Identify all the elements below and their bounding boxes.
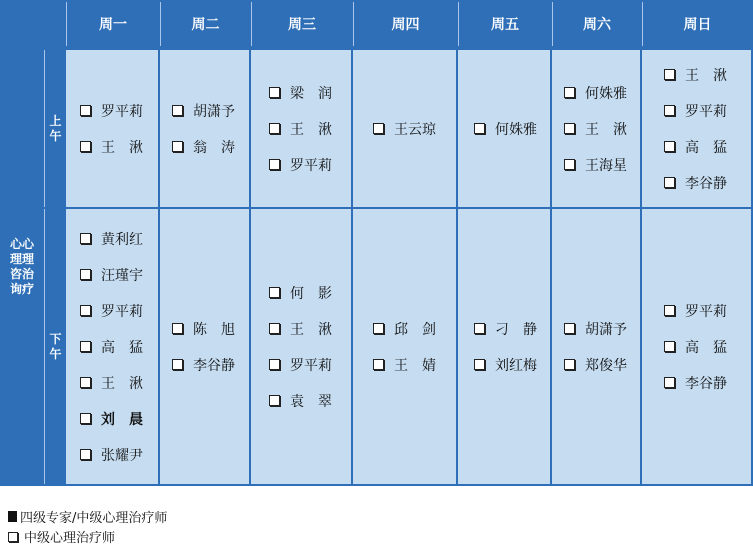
checkbox-icon xyxy=(8,532,18,542)
checkbox-icon xyxy=(474,323,485,334)
corner-cell xyxy=(2,2,64,46)
cell-fri-pm xyxy=(458,209,550,484)
therapist-entry: 王 湫 xyxy=(564,111,640,147)
therapist-entry: 翁 涛 xyxy=(172,129,249,165)
cell-sun-am xyxy=(642,50,751,207)
checkbox-icon xyxy=(373,359,384,370)
checkbox-icon xyxy=(80,341,91,352)
legend-senior: 四级专家/中级心理治疗师 xyxy=(8,507,167,526)
checkbox-icon xyxy=(564,323,575,334)
checkbox-icon xyxy=(664,141,675,152)
therapist-entry: 王 湫 xyxy=(664,57,751,93)
therapist-entry: 李谷静 xyxy=(172,347,249,383)
checkbox-icon xyxy=(664,305,675,316)
period-pm-label: 下午 xyxy=(44,209,66,484)
day-header-sat: 周六 xyxy=(552,2,641,46)
cell-mon-am xyxy=(66,50,158,207)
checkbox-icon xyxy=(664,341,675,352)
therapist-entry: 何姝雅 xyxy=(564,75,640,111)
legend-mid: 中级心理治疗师 xyxy=(8,527,115,546)
checkbox-icon xyxy=(269,159,280,170)
therapist-entry: 袁 翠 xyxy=(269,383,351,419)
cell-tue-pm xyxy=(160,209,249,484)
checkbox-icon xyxy=(564,359,575,370)
checkbox-icon xyxy=(269,359,280,370)
checkbox-icon xyxy=(664,105,675,116)
cell-thu-pm xyxy=(353,209,456,484)
day-header-tue: 周二 xyxy=(160,2,250,46)
checkbox-icon xyxy=(564,159,575,170)
therapist-entry: 汪瑾宇 xyxy=(80,257,158,293)
checkbox-icon xyxy=(564,123,575,134)
therapist-entry: 黄利红 xyxy=(80,221,158,257)
therapist-entry: 王 湫 xyxy=(269,111,351,147)
therapist-entry: 王 婧 xyxy=(373,347,456,383)
cell-fri-am xyxy=(458,50,550,207)
therapist-entry: 王海星 xyxy=(564,147,640,183)
period-am-label: 上午 xyxy=(44,50,66,207)
checkbox-icon xyxy=(269,395,280,406)
therapist-entry: 胡潇予 xyxy=(172,93,249,129)
therapist-entry: 高 猛 xyxy=(664,129,751,165)
checkbox-icon xyxy=(373,123,384,134)
therapist-entry: 罗平莉 xyxy=(80,93,158,129)
cell-sun-pm xyxy=(642,209,751,484)
cell-wed-pm xyxy=(251,209,351,484)
checkbox-icon xyxy=(80,233,91,244)
therapist-entry: 罗平莉 xyxy=(664,293,751,329)
therapist-entry: 刘红梅 xyxy=(474,347,550,383)
therapist-entry: 王 湫 xyxy=(269,311,351,347)
therapist-entry: 王 湫 xyxy=(80,365,158,401)
checkbox-icon xyxy=(80,377,91,388)
therapist-entry: 罗平莉 xyxy=(80,293,158,329)
checkbox-icon xyxy=(80,269,91,280)
cell-mon-pm xyxy=(66,209,158,484)
therapist-entry: 梁 润 xyxy=(269,75,351,111)
cell-thu-am xyxy=(353,50,456,207)
therapist-entry: 张耀尹 xyxy=(80,437,158,473)
header-row xyxy=(0,0,753,48)
therapist-entry: 胡潇予 xyxy=(564,311,640,347)
checkbox-icon xyxy=(80,413,91,424)
therapist-entry: 李谷静 xyxy=(664,365,751,401)
checkbox-icon xyxy=(664,69,675,80)
therapist-entry: 罗平莉 xyxy=(269,347,351,383)
checkbox-icon xyxy=(474,359,485,370)
therapist-entry: 王 湫 xyxy=(80,129,158,165)
checkbox-icon xyxy=(474,123,485,134)
day-header-mon: 周一 xyxy=(66,2,159,46)
therapist-entry: 李谷静 xyxy=(664,165,751,201)
checkbox-icon xyxy=(664,177,675,188)
checkbox-icon xyxy=(269,123,280,134)
therapist-entry: 刁 静 xyxy=(474,311,550,347)
checkbox-icon xyxy=(80,141,91,152)
checkbox-icon xyxy=(172,323,183,334)
checkbox-icon xyxy=(269,87,280,98)
therapist-entry: 何姝雅 xyxy=(474,111,550,147)
therapist-entry: 何 影 xyxy=(269,275,351,311)
therapist-entry: 郑俊华 xyxy=(564,347,640,383)
checkbox-icon xyxy=(269,323,280,334)
day-header-thu: 周四 xyxy=(353,2,457,46)
checkbox-icon xyxy=(172,105,183,116)
cell-sat-am xyxy=(552,50,640,207)
checkbox-icon xyxy=(80,305,91,316)
therapist-entry: 刘 晨 xyxy=(80,401,158,437)
checkbox-icon xyxy=(664,377,675,388)
therapist-entry: 邱 剑 xyxy=(373,311,456,347)
checkbox-icon xyxy=(373,323,384,334)
therapist-entry: 罗平莉 xyxy=(269,147,351,183)
day-header-fri: 周五 xyxy=(458,2,551,46)
cell-wed-am xyxy=(251,50,351,207)
checkbox-icon xyxy=(172,359,183,370)
day-header-wed: 周三 xyxy=(251,2,352,46)
checkbox-icon xyxy=(269,287,280,298)
therapist-entry: 王云琼 xyxy=(373,111,456,147)
therapist-entry: 高 猛 xyxy=(664,329,751,365)
service-label: 心心理理咨治询疗 xyxy=(2,50,42,484)
day-header-sun: 周日 xyxy=(642,2,752,46)
therapist-entry: 罗平莉 xyxy=(664,93,751,129)
checkbox-icon xyxy=(172,141,183,152)
cell-sat-pm xyxy=(552,209,640,484)
therapist-entry: 高 猛 xyxy=(80,329,158,365)
checkbox-icon xyxy=(564,87,575,98)
cell-tue-am xyxy=(160,50,249,207)
checkbox-icon xyxy=(80,449,91,460)
therapist-entry: 陈 旭 xyxy=(172,311,249,347)
checkbox-icon xyxy=(80,105,91,116)
filled-square-icon xyxy=(8,511,17,522)
